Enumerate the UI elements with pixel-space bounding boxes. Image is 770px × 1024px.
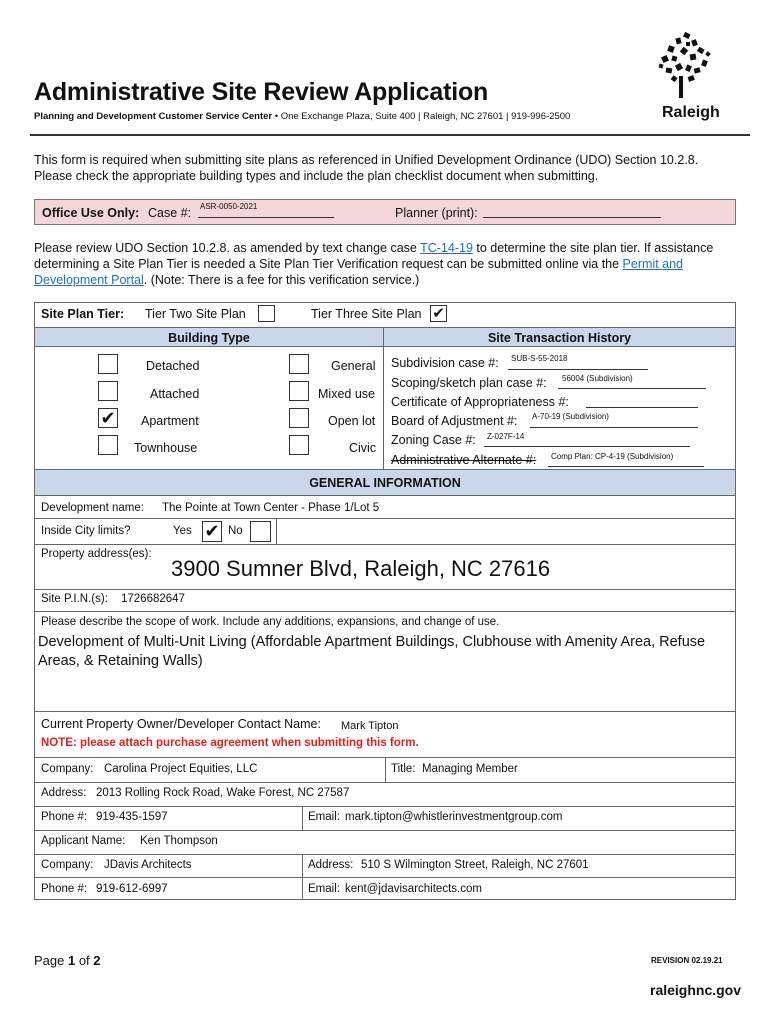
tier-two-label: Tier Two Site Plan [145, 307, 246, 321]
mixed-use-checkbox[interactable] [289, 381, 309, 401]
revision-label: REVISION 02.19.21 [651, 956, 723, 965]
page-current: 1 [67, 953, 76, 968]
row-divider [34, 518, 736, 519]
page-prefix: Page [34, 953, 68, 968]
scope-value[interactable]: Development of Multi-Unit Living (Affordable Apartment Buildings, Clubhouse with Amenity Area, Refuse Areas, & Retaining Walls) [38, 634, 706, 669]
office-use-box [34, 199, 736, 225]
attached-label: Attached [150, 387, 200, 401]
coa-field[interactable] [586, 406, 698, 408]
page-of: of [75, 953, 94, 968]
no-label: No [228, 525, 243, 537]
tier-three-label: Tier Three Site Plan [311, 307, 422, 321]
owner-address-label: Address: [41, 787, 87, 799]
row-divider [34, 830, 736, 831]
scoping-case-label: Scoping/sketch plan case #: [391, 376, 547, 390]
page-number [34, 953, 101, 968]
tier-three-checkbox[interactable]: ✔ [430, 305, 447, 322]
development-name-label: Development name: [41, 502, 144, 514]
site-pin-label: Site P.I.N.(s): [41, 593, 108, 605]
row-divider [34, 877, 736, 878]
scoping-case-value: 56004 (Subdivision) [562, 374, 633, 383]
city-limits-label: Inside City limits? [41, 525, 131, 537]
general-label: General [331, 359, 376, 373]
owner-email-value[interactable]: mark.tipton@whistlerinvestmentgroup.com [345, 811, 563, 823]
building-type-header: Building Type [35, 327, 383, 347]
zoning-case-label: Zoning Case #: [391, 433, 476, 447]
cell-divider [385, 757, 386, 782]
boa-field[interactable] [530, 426, 698, 428]
section-divider [383, 347, 384, 469]
yes-label: Yes [173, 525, 192, 537]
mixed-use-label: Mixed use [318, 387, 375, 401]
owner-address-value[interactable]: 2013 Rolling Rock Road, Wake Forest, NC 27587 [96, 787, 350, 799]
owner-company-value[interactable]: Carolina Project Equities, LLC [104, 763, 258, 775]
applicant-name-label: Applicant Name: [41, 835, 126, 847]
property-address-label: Property address(es): [41, 548, 152, 560]
planner-label: Planner (print): [395, 206, 478, 220]
review-text-2: to determine the site plan tier. If assistance determining a Site Plan Tier is needed a Site Plan Tier Verification request can be submitted online via the [34, 241, 714, 271]
row-divider [34, 806, 736, 807]
civic-label: Civic [349, 441, 377, 455]
subdivision-case-field[interactable] [508, 368, 648, 370]
case-number-value: ASR-0050-2021 [200, 202, 258, 211]
row-divider [34, 589, 736, 590]
row-divider [34, 782, 736, 783]
owner-title-value[interactable]: Managing Member [422, 763, 518, 775]
applicant-address-label: Address: [308, 859, 354, 871]
owner-company-label: Company: [41, 763, 94, 775]
townhouse-label: Townhouse [134, 441, 198, 455]
open-lot-label: Open lot [328, 414, 376, 428]
site-pin-value[interactable]: 1726682647 [121, 593, 185, 605]
tier-label: Site Plan Tier: [41, 307, 125, 321]
boa-value: A-70-19 (Subdivision) [532, 412, 609, 421]
development-name-value[interactable]: The Pointe at Town Center - Phase 1/Lot 5 [162, 502, 380, 514]
applicant-address-value[interactable]: 510 S Wilmington Street, Raleigh, NC 27601 [361, 859, 589, 871]
site-url: raleighnc.gov [650, 982, 742, 998]
review-text-1: Please review UDO Section 10.2.8. as amended by text change case [34, 241, 421, 255]
city-limits-cell-edge [276, 518, 277, 544]
scoping-case-field[interactable] [558, 387, 706, 389]
subdivision-case-value: SUB-S-55-2018 [511, 354, 568, 363]
owner-contact-value[interactable]: Mark Tipton [341, 720, 399, 732]
detached-checkbox[interactable] [98, 354, 118, 374]
header-divider [30, 134, 750, 136]
row-divider [34, 611, 736, 612]
applicant-phone-value[interactable]: 919-612-6997 [96, 883, 168, 895]
page-total: 2 [93, 953, 101, 968]
planner-field[interactable] [483, 205, 661, 218]
applicant-company-value[interactable]: JDavis Architects [104, 859, 192, 871]
coa-label: Certificate of Appropriateness #: [391, 395, 569, 409]
row-divider [34, 854, 736, 855]
yes-checkbox[interactable]: ✔ [202, 521, 222, 542]
permit-portal-link[interactable]: Permit and Development Portal [34, 257, 683, 287]
owner-title-label: Title: [391, 763, 416, 775]
row-divider [34, 711, 736, 712]
detached-label: Detached [146, 359, 200, 373]
property-address-value[interactable]: 3900 Sumner Blvd, Raleigh, NC 27616 [171, 556, 551, 581]
applicant-company-label: Company: [41, 859, 94, 871]
applicant-email-value[interactable]: kent@jdavisarchitects.com [345, 883, 482, 895]
owner-email-label: Email: [308, 811, 340, 823]
office-use-label: Office Use Only: [42, 206, 140, 220]
tier-two-checkbox[interactable] [258, 305, 275, 322]
admin-alternate-field[interactable] [548, 465, 704, 467]
no-checkbox[interactable] [250, 521, 271, 542]
case-label: Case #: [148, 206, 192, 220]
row-divider [34, 544, 736, 545]
raleigh-logo [648, 30, 728, 126]
tc-14-19-link[interactable]: TC-14-19 [420, 241, 473, 255]
civic-checkbox[interactable] [289, 435, 309, 455]
applicant-phone-label: Phone #: [41, 883, 88, 895]
general-info-header: GENERAL INFORMATION [35, 469, 735, 496]
admin-alternate-label: Administrative Alternate #: [391, 453, 537, 467]
subtitle-contact: • One Exchange Plaza, Suite 400 | Raleigh, NC 27601 | 919-996-2500 [272, 111, 571, 122]
oak-tree-icon [648, 30, 728, 102]
intro-text: This form is required when submitting site plans as referenced in Unified Development Ordinance (UDO) Section 10.2.8. Please check the appropriate building types and include the plan checklist document when submitting. [34, 153, 699, 183]
applicant-name-value[interactable]: Ken Thompson [140, 835, 218, 847]
owner-contact-label: Current Property Owner/Developer Contact Name: [41, 717, 321, 731]
site-history-header: Site Transaction History [383, 327, 735, 347]
owner-phone-label: Phone #: [41, 811, 88, 823]
review-text-3: . (Note: There is a fee for this verification service.) [143, 273, 420, 287]
page-title: Administrative Site Review Application [34, 78, 489, 106]
cell-divider [302, 806, 303, 830]
subtitle-center: Planning and Development Customer Service Center [34, 111, 273, 122]
applicant-email-label: Email: [308, 883, 340, 895]
subdivision-case-label: Subdivision case #: [391, 356, 499, 370]
open-lot-checkbox[interactable] [289, 408, 309, 428]
zoning-case-value: Z-027F-14 [487, 432, 525, 441]
purchase-agreement-note: NOTE: please attach purchase agreement when submitting this form. [41, 737, 419, 749]
apartment-checkbox[interactable]: ✔ [98, 408, 118, 428]
apartment-label: Apartment [141, 414, 199, 428]
zoning-case-field[interactable] [484, 445, 690, 447]
logo-text: Raleigh [662, 104, 720, 121]
townhouse-checkbox[interactable] [98, 435, 118, 455]
page-subtitle [34, 111, 570, 122]
boa-label: Board of Adjustment #: [391, 414, 518, 428]
admin-alternate-value: Comp Plan: CP-4-19 (Subdivision) [551, 452, 674, 461]
owner-phone-value[interactable]: 919-435-1597 [96, 811, 168, 823]
general-checkbox[interactable] [289, 354, 309, 374]
attached-checkbox[interactable] [98, 381, 118, 401]
scope-label: Please describe the scope of work. Include any additions, expansions, and change of use. [41, 616, 500, 628]
review-paragraph [34, 240, 734, 288]
